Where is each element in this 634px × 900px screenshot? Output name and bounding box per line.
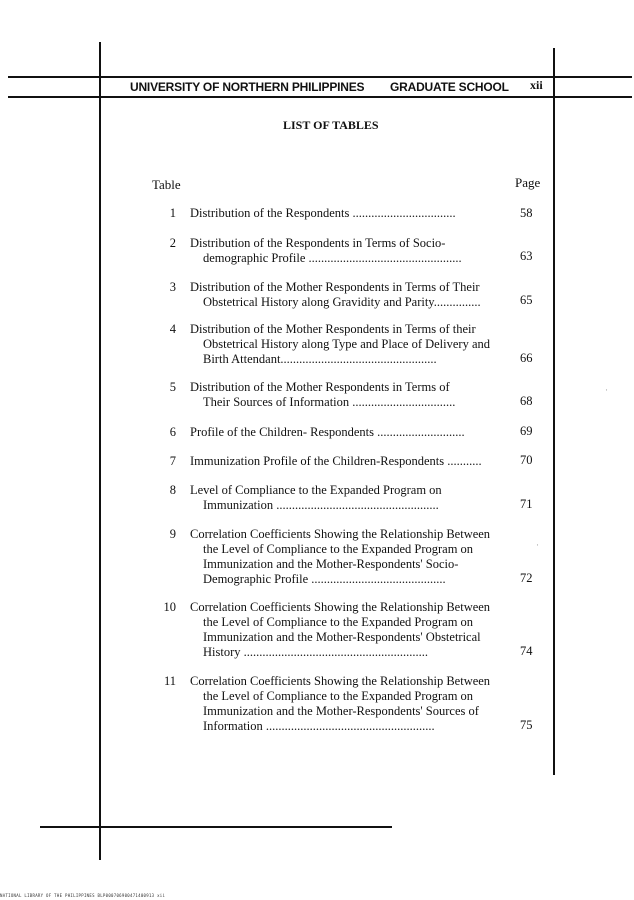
entry-number: 1: [169, 206, 176, 220]
entry-title: [190, 236, 495, 266]
header-school: GRADUATE SCHOOL: [390, 80, 509, 94]
entry-title-line: Profile of the Children- Respondents ............................: [190, 425, 465, 439]
entry-title-line: Correlation Coefficients Showing the Relationship Between: [190, 600, 491, 614]
entry-title-line: demographic Profile .................................................: [203, 251, 462, 265]
entry-title-line: Immunization Profile of the Children-Respondents ...........: [190, 454, 482, 468]
entry-title: [190, 425, 495, 440]
entry-page: 71: [520, 497, 533, 511]
entry-title: [190, 322, 495, 367]
entry-number: 3: [169, 280, 176, 294]
page-title: LIST OF TABLES: [283, 118, 379, 132]
scan-footer-text: NATIONAL LIBRARY OF THE PHILIPPINES BLP000706900471400913 xii: [0, 893, 166, 898]
entry-title-line: Demographic Profile ...........................................: [203, 572, 446, 586]
entry-title-line: Distribution of the Mother Respondents in Terms of their: [190, 322, 476, 336]
entry-title-line: the Level of Compliance to the Expanded Program on: [203, 615, 474, 629]
entry-number: 8: [169, 483, 176, 497]
entry-title-line: Information ......................................................: [203, 719, 435, 733]
entry-number: 9: [169, 527, 176, 541]
entry-title-line: Distribution of the Respondents .................................: [190, 206, 456, 220]
scan-speck: ·: [536, 540, 539, 550]
entry-page: 65: [520, 293, 533, 307]
entry-title-line: Immunization and the Mother-Respondents' Obstetrical: [203, 630, 481, 644]
entry-title-line: the Level of Compliance to the Expanded Program on: [203, 542, 474, 556]
entry-title-line: History ...........................................................: [203, 645, 428, 659]
entry-title-line: Correlation Coefficients Showing the Relationship Between: [190, 527, 491, 541]
entry-number: 10: [163, 600, 176, 614]
scan-speck: ·: [605, 385, 608, 395]
column-header-page: Page: [515, 175, 541, 190]
entry-title: [190, 600, 495, 660]
entry-title-line: Correlation Coefficients Showing the Relationship Between: [190, 674, 491, 688]
entry-title: [190, 483, 495, 513]
entry-page: 63: [520, 249, 533, 263]
entry-page: 72: [520, 571, 533, 585]
entry-title-line: Immunization and the Mother-Respondents' Sources of: [203, 704, 479, 718]
entry-title-line: Obstetrical History along Gravidity and Parity...............: [203, 295, 481, 309]
entry-title-line: Birth Attendant..................................................: [203, 352, 437, 366]
entry-number: 6: [169, 425, 176, 439]
right-margin-rule: [553, 48, 555, 775]
entry-title: [190, 527, 495, 587]
entry-title: [190, 206, 495, 221]
page-number-roman: xii: [530, 78, 543, 92]
entry-page: 74: [520, 644, 533, 658]
entry-title-line: Immunization ....................................................: [203, 498, 439, 512]
entry-title-line: Their Sources of Information .................................: [203, 395, 456, 409]
entry-title-line: Level of Compliance to the Expanded Program on: [190, 483, 442, 497]
entry-title-line: Distribution of the Mother Respondents in Terms of: [190, 380, 450, 394]
entry-number: 5: [169, 380, 176, 394]
entry-page: 75: [520, 718, 533, 732]
entry-title-line: Obstetrical History along Type and Place of Delivery and: [203, 337, 491, 351]
entry-title: [190, 454, 495, 469]
entry-number: 2: [169, 236, 176, 250]
left-margin-rule: [99, 42, 101, 860]
entry-title: [190, 380, 495, 410]
entry-page: 69: [520, 424, 533, 438]
header-rule-bottom: [8, 96, 632, 98]
entry-page: 66: [520, 351, 533, 365]
footer-rule: [40, 826, 392, 828]
entry-title: [190, 280, 495, 310]
entry-number: 4: [169, 322, 176, 336]
entry-page: 70: [520, 453, 533, 467]
entry-title-line: Distribution of the Mother Respondents in Terms of Their: [190, 280, 480, 294]
header-university: UNIVERSITY OF NORTHERN PHILIPPINES: [130, 80, 365, 94]
entry-title-line: Distribution of the Respondents in Terms of Socio-: [190, 236, 446, 250]
entry-page: 58: [520, 206, 533, 220]
entry-title-line: Immunization and the Mother-Respondents' Socio-: [203, 557, 459, 571]
entry-number: 7: [169, 454, 176, 468]
entry-title: [190, 674, 495, 734]
entry-title-line: the Level of Compliance to the Expanded Program on: [203, 689, 474, 703]
entry-number: 11: [163, 674, 176, 688]
entry-page: 68: [520, 394, 533, 408]
column-header-table: Table: [152, 177, 181, 192]
